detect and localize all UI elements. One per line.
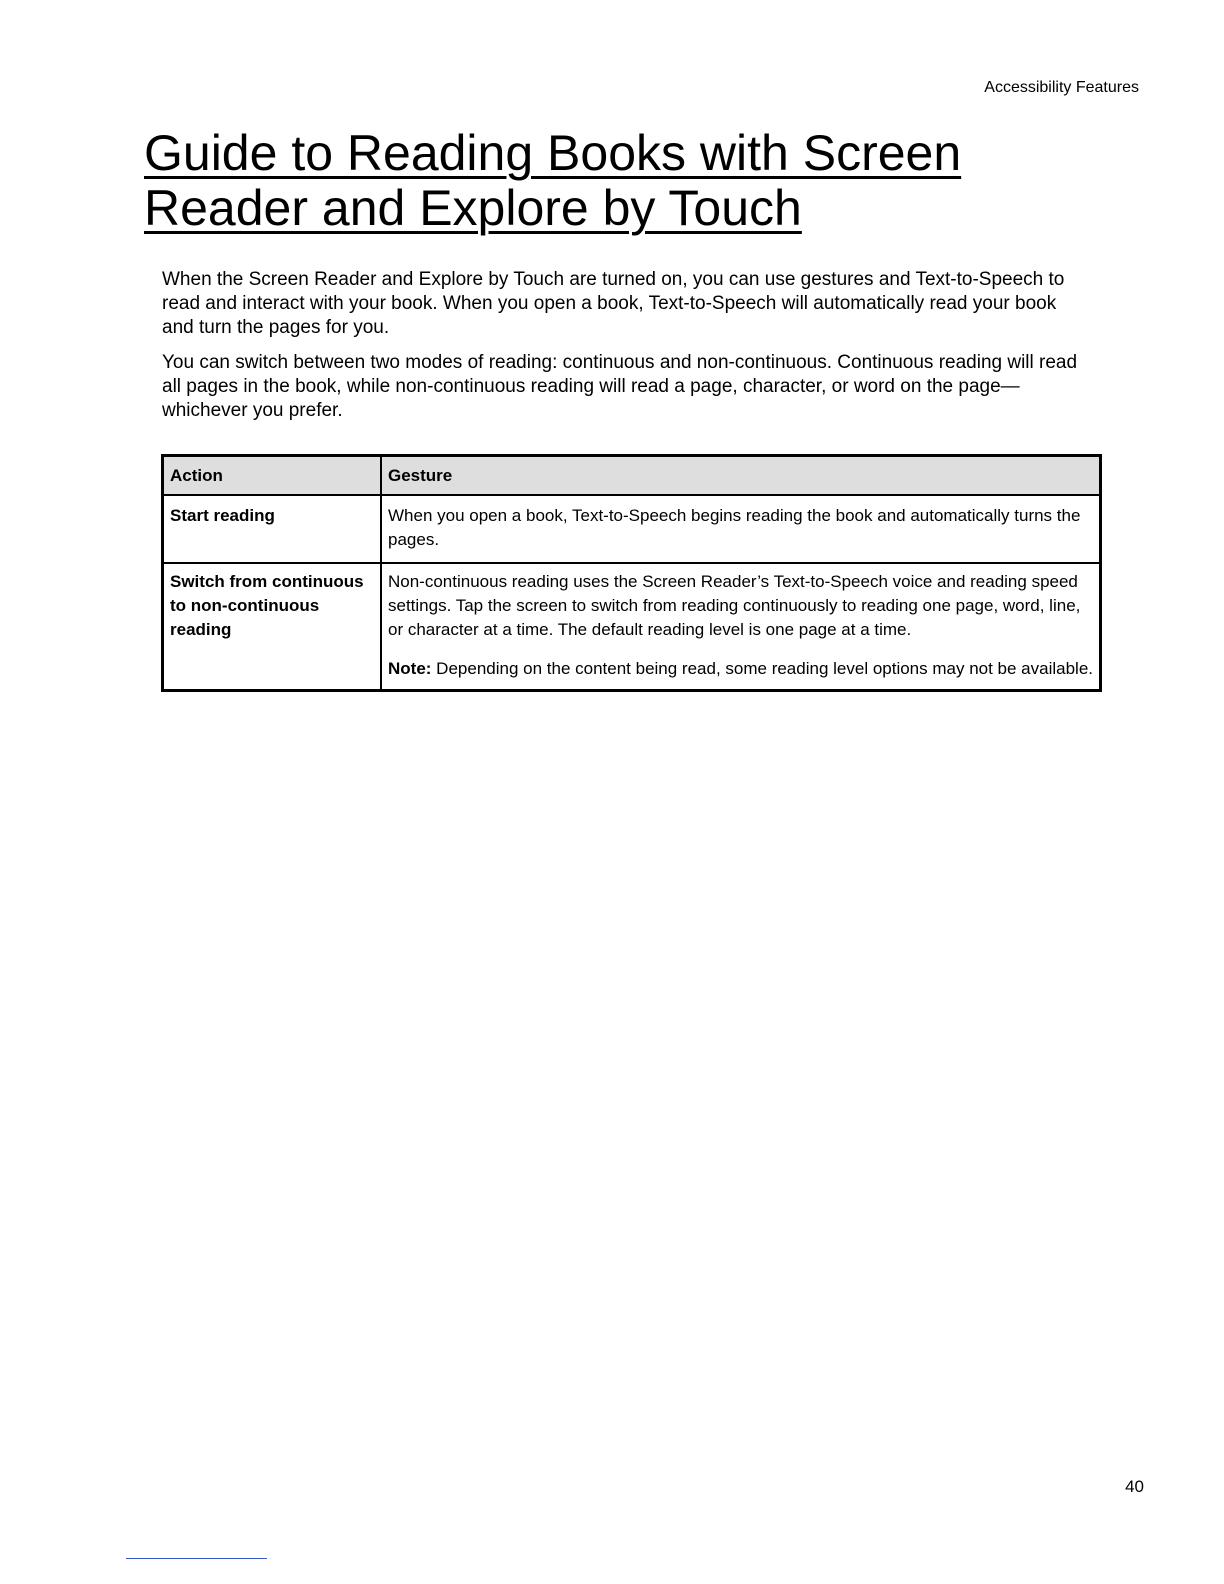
footnote-separator xyxy=(126,1558,267,1559)
gesture-description: Non-continuous reading uses the Screen Reader’s Text-to-Speech voice and reading speed settings. Tap the screen to switch from reading continuously to reading one page, word, line, or character at a time. The default reading level is one page at a time. xyxy=(388,572,1081,639)
note-label: Note: xyxy=(388,659,432,678)
gesture-table xyxy=(161,454,1102,692)
action-cell: Switch from continuous to non-continuous reading xyxy=(163,563,382,691)
reading-modes-paragraph: You can switch between two modes of reading: continuous and non-continuous. Continuous reading will read all pages in the book, while non-continuous reading will read a page, character, or word on the page—whichever you prefer. xyxy=(162,352,1078,421)
table-row xyxy=(163,495,1101,563)
note xyxy=(388,657,1093,681)
column-header-action: Action xyxy=(163,456,382,496)
gesture-cell xyxy=(381,495,1101,563)
page-title: Guide to Reading Books with Screen Reader and Explore by Touch xyxy=(144,125,962,236)
table-header-row xyxy=(163,456,1101,496)
table-row xyxy=(163,563,1101,691)
page-number: 40 xyxy=(1125,1477,1144,1496)
action-cell: Start reading xyxy=(163,495,382,563)
column-header-gesture: Gesture xyxy=(381,456,1101,496)
intro-paragraph: When the Screen Reader and Explore by Touch are turned on, you can use gestures and Text-to-Speech to read and interact with your book. When you open a book, Text-to-Speech will automatically read your book and turn the pages for you. xyxy=(162,269,1065,338)
running-header: Accessibility Features xyxy=(984,79,1139,96)
gesture-cell xyxy=(381,563,1101,691)
note-text: Depending on the content being read, some reading level options may not be available. xyxy=(431,659,1094,678)
gesture-description: When you open a book, Text-to-Speech begins reading the book and automatically turns the pages. xyxy=(388,506,1081,549)
